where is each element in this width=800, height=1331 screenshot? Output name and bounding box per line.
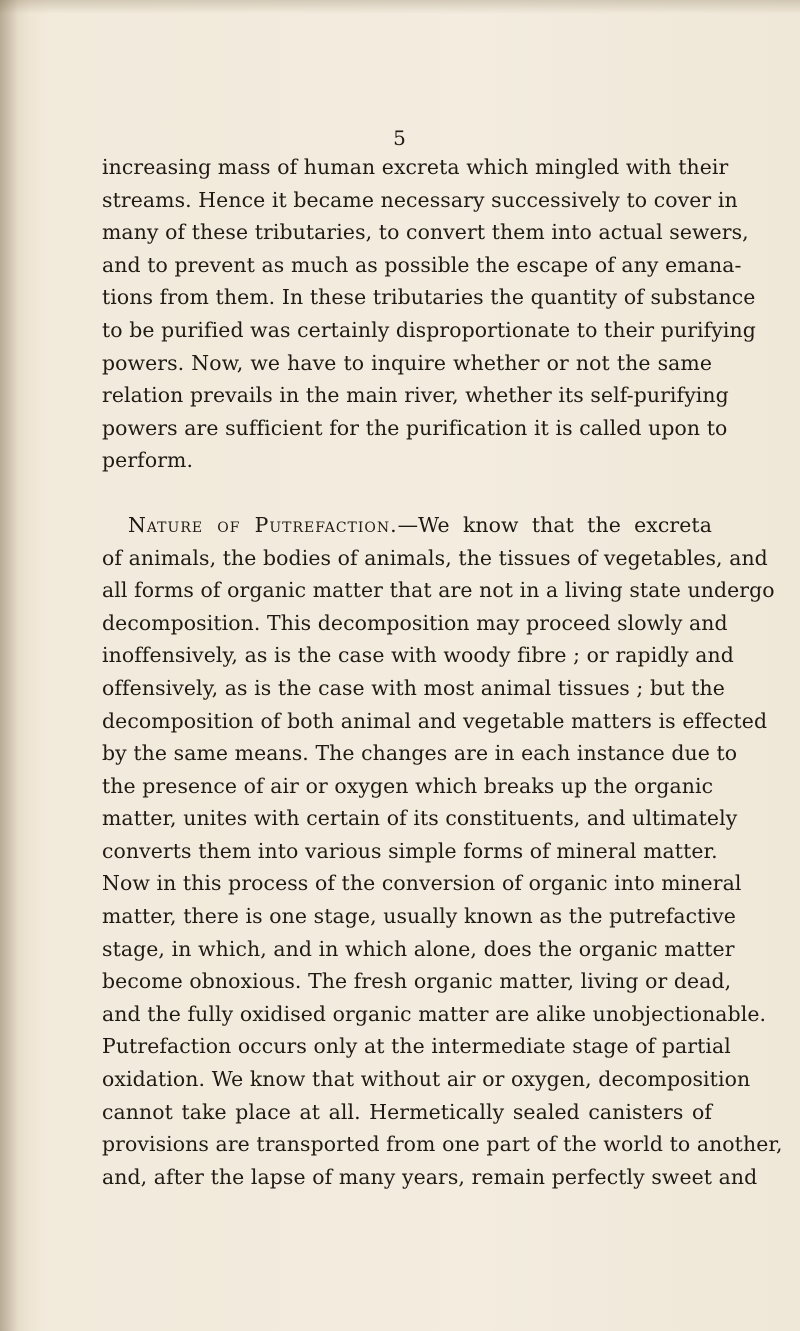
body-text bbox=[102, 151, 783, 1193]
text-line: stage, in which, and in which alone, does the organic matter bbox=[102, 936, 735, 961]
text-line: become obnoxious. The fresh organic matter, living or dead, bbox=[102, 969, 732, 994]
text-line: and, after the lapse of many years, remain perfectly sweet and bbox=[102, 1164, 758, 1189]
text-line: streams. Hence it became necessary successively to cover in bbox=[102, 187, 738, 212]
text-line: decomposition. This decomposition may proceed slowly and bbox=[102, 610, 728, 635]
text-line: the presence of air or oxygen which breaks up the organic bbox=[102, 773, 714, 798]
page-top-shadow bbox=[0, 0, 800, 14]
text-line: of animals, the bodies of animals, the tissues of vegetables, and bbox=[102, 545, 768, 570]
paragraph-gap bbox=[102, 477, 712, 509]
text-line: powers. Now, we have to inquire whether or not the same bbox=[102, 350, 712, 375]
text-line: oxidation. We know that without air or oxygen, decomposition bbox=[102, 1067, 751, 1092]
text-line: matter, unites with certain of its constituents, and ultimately bbox=[102, 806, 738, 831]
text-line: powers are sufficient for the purification it is called upon to bbox=[102, 415, 728, 440]
text-line: increasing mass of human excreta which mingled with their bbox=[102, 155, 729, 179]
text-line: provisions are transported from one part of the world to another, bbox=[102, 1132, 783, 1157]
text-line: cannot take place at all. Hermetically sealed canisters of bbox=[102, 1099, 712, 1124]
text-line: tions from them. In these tributaries the quantity of substance bbox=[102, 285, 756, 310]
text-line: matter, there is one stage, usually known as the putrefactive bbox=[102, 904, 736, 929]
text-line: and the fully oxidised organic matter are alike unobjectionable. bbox=[102, 1001, 767, 1026]
text-line: converts them into various simple forms of mineral matter. bbox=[102, 838, 718, 863]
text-line: decomposition of both animal and vegetable matters is effected bbox=[102, 708, 768, 733]
text-line: many of these tributaries, to convert them into actual sewers, bbox=[102, 220, 749, 245]
section-heading-line bbox=[102, 509, 712, 542]
section-heading: Nature of Putrefaction. bbox=[128, 512, 398, 537]
text-line: Now in this process of the conversion of organic into mineral bbox=[102, 871, 742, 896]
page-number: 5 bbox=[393, 126, 407, 150]
page-binding-edge bbox=[0, 0, 30, 1331]
text-line: by the same means. The changes are in each instance due to bbox=[102, 741, 738, 766]
heading-line-rest: —We know that the excreta bbox=[397, 512, 712, 537]
text-line: and to prevent as much as possible the escape of any emana- bbox=[102, 252, 742, 277]
text-line: Putrefaction occurs only at the intermediate stage of partial bbox=[102, 1034, 731, 1059]
text-line: all forms of organic matter that are not in a living state undergo bbox=[102, 578, 775, 603]
text-line: to be purified was certainly disproportionate to their purifying bbox=[102, 317, 756, 342]
text-line: perform. bbox=[102, 448, 194, 473]
text-line: inoffensively, as is the case with woody fibre ; or rapidly and bbox=[102, 643, 734, 668]
text-line: offensively, as is the case with most animal tissues ; but the bbox=[102, 675, 725, 700]
text-line: relation prevails in the main river, whether its self-purifying bbox=[102, 383, 729, 408]
